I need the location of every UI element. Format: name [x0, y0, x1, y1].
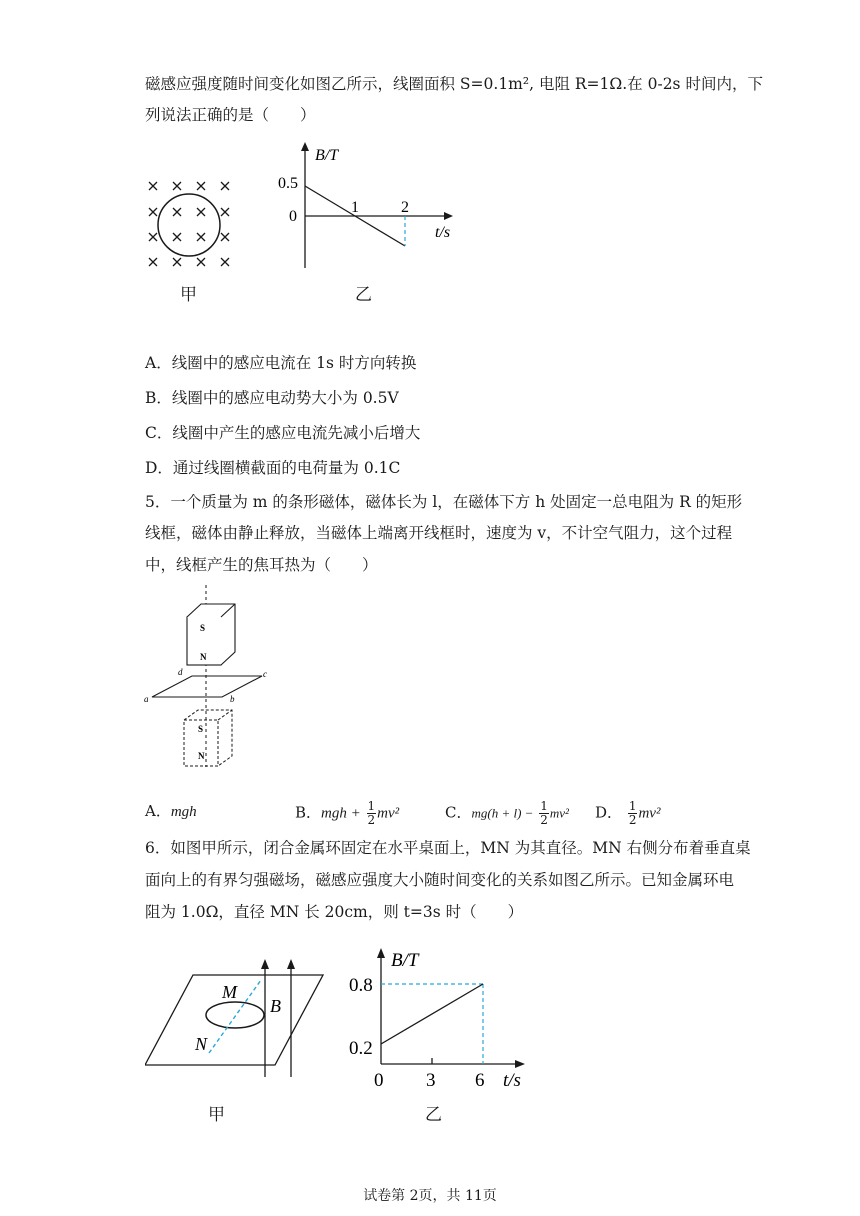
q6-fig-yi-caption: 乙 [425, 1105, 442, 1125]
x-tick-6: 6 [475, 1070, 485, 1090]
x-tick-3: 3 [426, 1070, 436, 1090]
q6-ring-figure [145, 955, 335, 1085]
dashed-magnet-pole-s: S [198, 724, 204, 734]
q4-option-c: C．线圈中产生的感应电流先减小后增大 [145, 424, 421, 442]
q4-option-d: D．通过线圈横截面的电荷量为 0.1C [145, 459, 401, 477]
q4-bt-graph [275, 140, 465, 275]
q5-option-c: C．mg(h + l) − $\frac{1}{2}$ mv² [445, 799, 569, 827]
y-axis-arrow [377, 948, 385, 958]
frame-corner-a: a [144, 694, 149, 704]
frame-corner-b: b [230, 694, 235, 704]
magnet-pole-n: N [200, 652, 207, 662]
q5-option-d: D． $\frac{1}{2}$ mv² [595, 799, 661, 827]
x-tick-2: 2 [401, 199, 409, 216]
frame-corner-d: d [178, 667, 183, 677]
q4-coil-figure [140, 175, 240, 275]
y-tick-0: 0 [289, 208, 297, 225]
y-tick-0.2: 0.2 [349, 1038, 373, 1059]
q4-stem-line-1: 磁感应强度随时间变化如图乙所示，线圈面积 S=0.1m², 电阻 R=1Ω.在 0-2s 时间内，下 [145, 75, 763, 93]
y-axis-label: B/T [391, 950, 419, 971]
q6-stem-line-2: 面向上的有界匀强磁场，磁感应强度大小随时间变化的关系如图乙所示。已知金属环电 [145, 871, 735, 889]
x-axis-label: t/s [503, 1070, 521, 1090]
x-tick-1: 1 [351, 199, 359, 216]
q4-option-b: B．线圈中的感应电动势大小为 0.5V [145, 389, 399, 407]
q4-fig-yi-caption: 乙 [355, 285, 372, 305]
x-axis-arrow [444, 212, 453, 220]
bt-line-series [381, 984, 483, 1044]
x-axis-label: t/s [435, 224, 451, 241]
q5-option-a: A．mgh [145, 802, 197, 820]
q5-stem-line-3: 中，线框产生的焦耳热为（ ） [145, 556, 378, 574]
q6-bt-graph [345, 940, 535, 1090]
magnet-solid [187, 604, 235, 665]
coil-circle [158, 194, 220, 256]
q4-fig-jia-caption: 甲 [180, 285, 197, 305]
magnet-pole-s: S [200, 623, 206, 633]
label-b: B [270, 996, 281, 1016]
q4-option-a: A．线圈中的感应电流在 1s 时方向转换 [145, 354, 417, 372]
q5-stem-line-1: 5．一个质量为 m 的条形磁体，磁体长为 l，在磁体下方 h 处固定一总电阻为 R 的矩形 [145, 493, 743, 511]
x-tick-0: 0 [374, 1070, 384, 1090]
label-n: N [195, 1034, 208, 1054]
x-axis-arrow [515, 1060, 525, 1068]
y-axis-arrow [301, 142, 309, 151]
magnet-dashed [184, 710, 232, 766]
metal-ring [206, 1002, 264, 1028]
q5-option-b: B．mgh + $\frac{1}{2}$ mv² [295, 799, 400, 827]
label-m: M [222, 982, 237, 1002]
y-axis-label: B/T [315, 147, 339, 164]
y-tick-0.5: 0.5 [278, 175, 298, 192]
dashed-magnet-pole-n: N [198, 751, 205, 761]
q5-stem-line-2: 线框，磁体由静止释放，当磁体上端离开线框时，速度为 v，不计空气阻力，这个过程 [145, 524, 733, 542]
page-footer: 试卷第 2页，共 11页 [363, 1188, 497, 1204]
y-tick-0.8: 0.8 [349, 975, 373, 996]
frame-corner-c: c [263, 669, 267, 679]
q6-fig-jia-caption: 甲 [208, 1105, 225, 1125]
q6-stem-line-3: 阻为 1.0Ω，直径 MN 长 20cm，则 t=3s 时（ ） [145, 903, 524, 921]
q4-stem-line-2: 列说法正确的是（ ） [145, 106, 316, 124]
q5-magnet-frame-figure [140, 585, 280, 770]
q6-stem-line-1: 6．如图甲所示，闭合金属环固定在水平桌面上，MN 为其直径。MN 右侧分布着垂直桌 [145, 839, 751, 857]
rectangular-frame [152, 676, 262, 697]
